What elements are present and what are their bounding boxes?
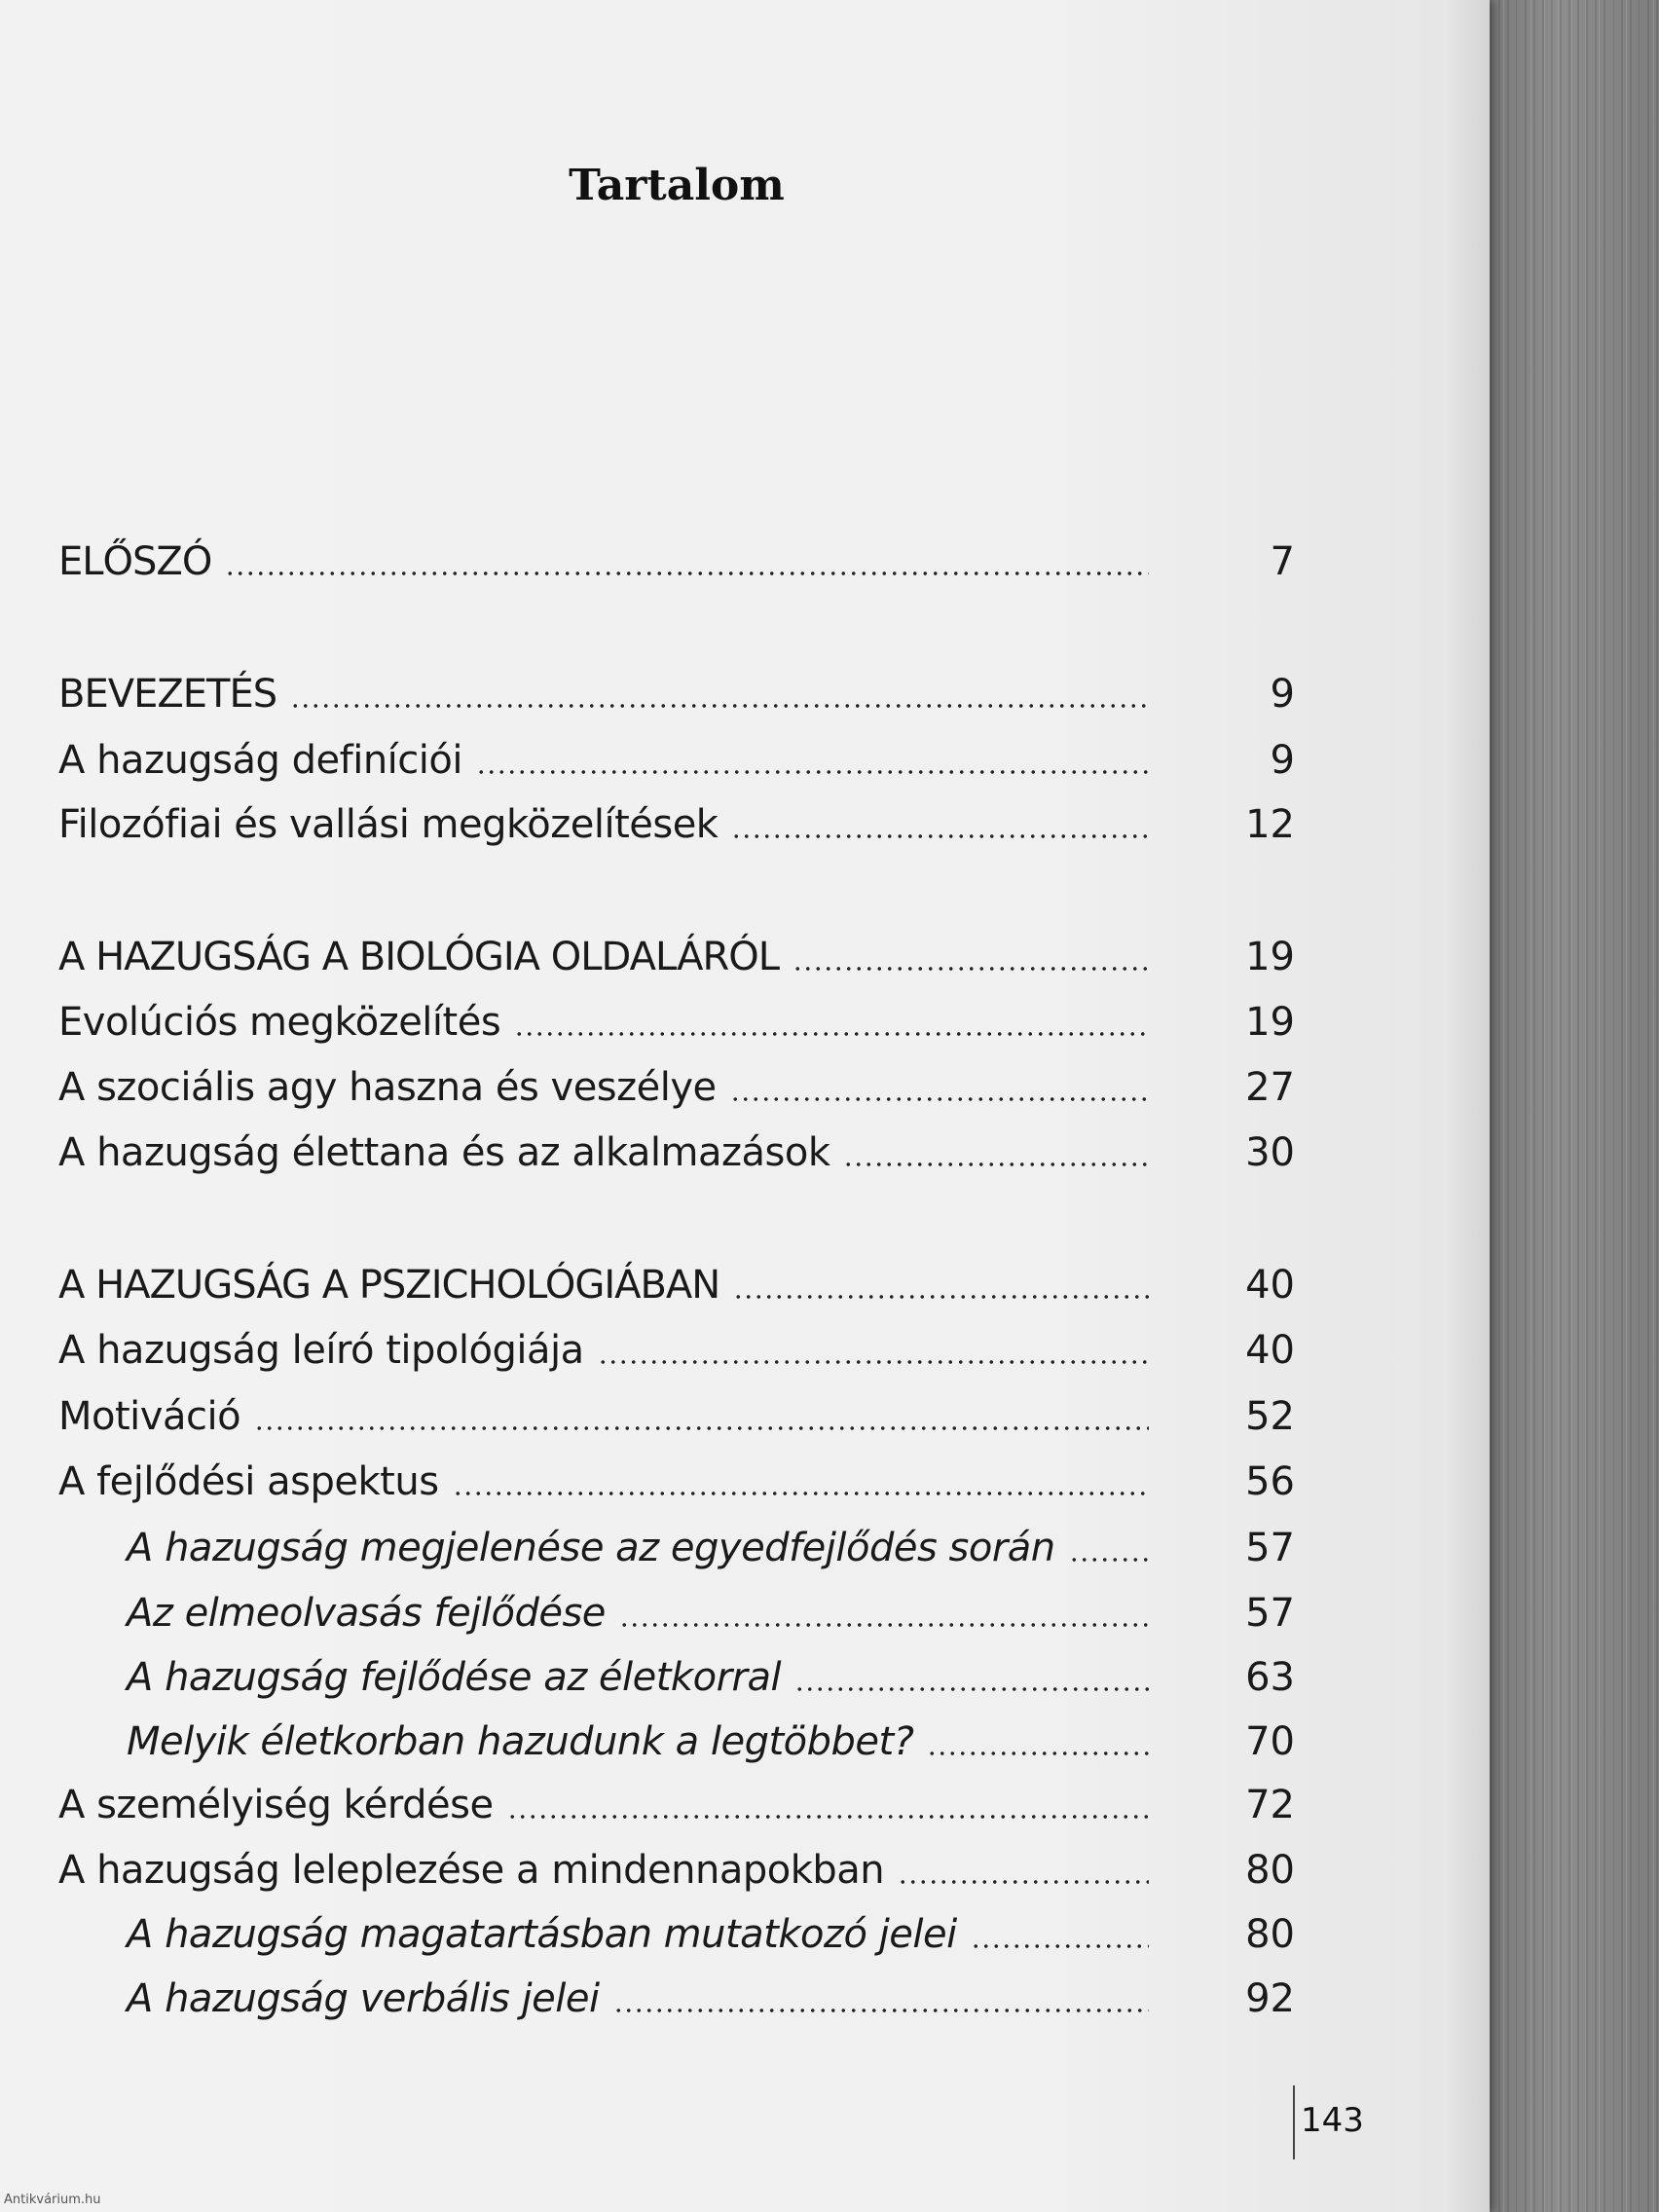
- toc-entry-page: 12: [1245, 802, 1295, 847]
- dot-leader: [898, 1879, 1149, 1885]
- toc-entry: [58, 658, 1295, 717]
- toc-entry-page: 92: [1245, 1976, 1295, 2021]
- toc-subentry: [127, 1641, 1295, 1700]
- toc-entry-label: A személyiség kérdése: [58, 1783, 494, 1827]
- toc-entry-label: Melyik életkorban hazudunk a legtöbbet?: [127, 1719, 914, 1764]
- wood-surface: [1490, 0, 1659, 2212]
- toc-entry: [58, 1249, 1295, 1308]
- toc-entry-page: 56: [1245, 1459, 1295, 1504]
- toc-entry-label: BEVEZETÉS: [58, 672, 277, 717]
- dot-leader: [514, 1031, 1149, 1037]
- toc-entry-page: 70: [1245, 1719, 1295, 1764]
- toc-entry: [58, 1446, 1295, 1504]
- toc-entry-page: 52: [1245, 1394, 1295, 1439]
- dot-leader: [731, 833, 1149, 839]
- dot-leader: [733, 1294, 1149, 1300]
- toc-entry-page: 19: [1245, 935, 1295, 979]
- dot-leader: [971, 1943, 1149, 1949]
- page-number: 143: [1301, 2101, 1364, 2140]
- dot-leader: [1069, 1557, 1149, 1563]
- toc-subentry: [127, 1899, 1295, 1957]
- toc-entry-label: A HAZUGSÁG A BIOLÓGIA OLDALÁRÓL: [58, 935, 780, 979]
- table-of-contents: [58, 0, 1305, 2142]
- toc-entry-label: A hazugság magatartásban mutatkozó jelei: [127, 1912, 957, 1957]
- folio-divider: [1293, 2085, 1295, 2159]
- toc-entry-label: A hazugság verbális jelei: [127, 1976, 600, 2021]
- dot-leader: [730, 1096, 1149, 1102]
- toc-entry-label: A hazugság definíciói: [58, 738, 462, 783]
- toc-entry: [58, 1769, 1295, 1827]
- toc-entry-page: 9: [1270, 738, 1295, 783]
- dot-leader: [225, 571, 1149, 576]
- dot-leader: [619, 1622, 1149, 1628]
- toc-entry-label: Az elmeolvasás fejlődése: [127, 1591, 606, 1636]
- toc-entry-page: 27: [1245, 1065, 1295, 1110]
- toc-entry-page: 30: [1245, 1130, 1295, 1175]
- dot-leader: [507, 1814, 1149, 1820]
- toc-entry: [58, 986, 1295, 1045]
- toc-entry-page: 63: [1245, 1655, 1295, 1700]
- toc-entry: [58, 789, 1295, 847]
- toc-subentry: [127, 1963, 1295, 2021]
- toc-entry: [58, 724, 1295, 783]
- toc-entry-label: Filozófiai és vallási megközelítések: [58, 802, 719, 847]
- dot-leader: [843, 1161, 1149, 1167]
- toc-entry: [58, 1314, 1295, 1373]
- toc-entry: [58, 1051, 1295, 1110]
- watermark: Antikvárium.hu: [4, 2193, 101, 2207]
- toc-entry-label: Evolúciós megközelítés: [58, 1000, 501, 1045]
- toc-entry-page: 40: [1245, 1263, 1295, 1308]
- dot-leader: [290, 703, 1149, 709]
- toc-entry-label: A hazugság élettana és az alkalmazások: [58, 1130, 830, 1175]
- toc-subentry: [127, 1577, 1295, 1636]
- toc-entry: [58, 1834, 1295, 1893]
- toc-entry-label: A szociális agy haszna és veszélye: [58, 1065, 717, 1110]
- toc-entry-label: Motiváció: [58, 1394, 241, 1439]
- toc-entry-page: 57: [1245, 1526, 1295, 1570]
- toc-entry-page: 72: [1245, 1783, 1295, 1827]
- dot-leader: [927, 1751, 1149, 1756]
- toc-entry-label: A hazugság leleplezése a mindennapokban: [58, 1848, 885, 1893]
- dot-leader: [794, 1686, 1149, 1692]
- dot-leader: [254, 1425, 1149, 1431]
- toc-entry: [58, 526, 1295, 584]
- toc-entry-page: 40: [1245, 1328, 1295, 1373]
- toc-entry-page: 57: [1245, 1591, 1295, 1636]
- toc-entry-page: 19: [1245, 1000, 1295, 1045]
- toc-entry-page: 80: [1245, 1848, 1295, 1893]
- toc-entry-label: A hazugság megjelenése az egyedfejlődés során: [127, 1526, 1055, 1570]
- dot-leader: [476, 769, 1149, 775]
- toc-entry-page: 9: [1270, 672, 1295, 717]
- toc-entry: [58, 1117, 1295, 1175]
- toc-entry-label: A hazugság fejlődése az életkorral: [127, 1655, 782, 1700]
- toc-entry-label: A HAZUGSÁG A PSZICHOLÓGIÁBAN: [58, 1263, 720, 1308]
- toc-subentry: [127, 1706, 1295, 1764]
- toc-entry-page: 7: [1270, 539, 1295, 584]
- dot-leader: [453, 1491, 1149, 1496]
- toc-entry-label: ELŐSZÓ: [58, 539, 212, 584]
- toc-entry: [58, 1381, 1295, 1439]
- toc-entry-page: 80: [1245, 1912, 1295, 1957]
- dot-leader: [598, 1359, 1149, 1365]
- page-title: Tartalom: [569, 161, 785, 211]
- toc-subentry: [127, 1512, 1295, 1570]
- dot-leader: [613, 2008, 1149, 2013]
- toc-entry: [58, 921, 1295, 979]
- toc-entry-label: A hazugság leíró tipológiája: [58, 1328, 584, 1373]
- dot-leader: [793, 966, 1149, 972]
- toc-entry-label: A fejlődési aspektus: [58, 1459, 439, 1504]
